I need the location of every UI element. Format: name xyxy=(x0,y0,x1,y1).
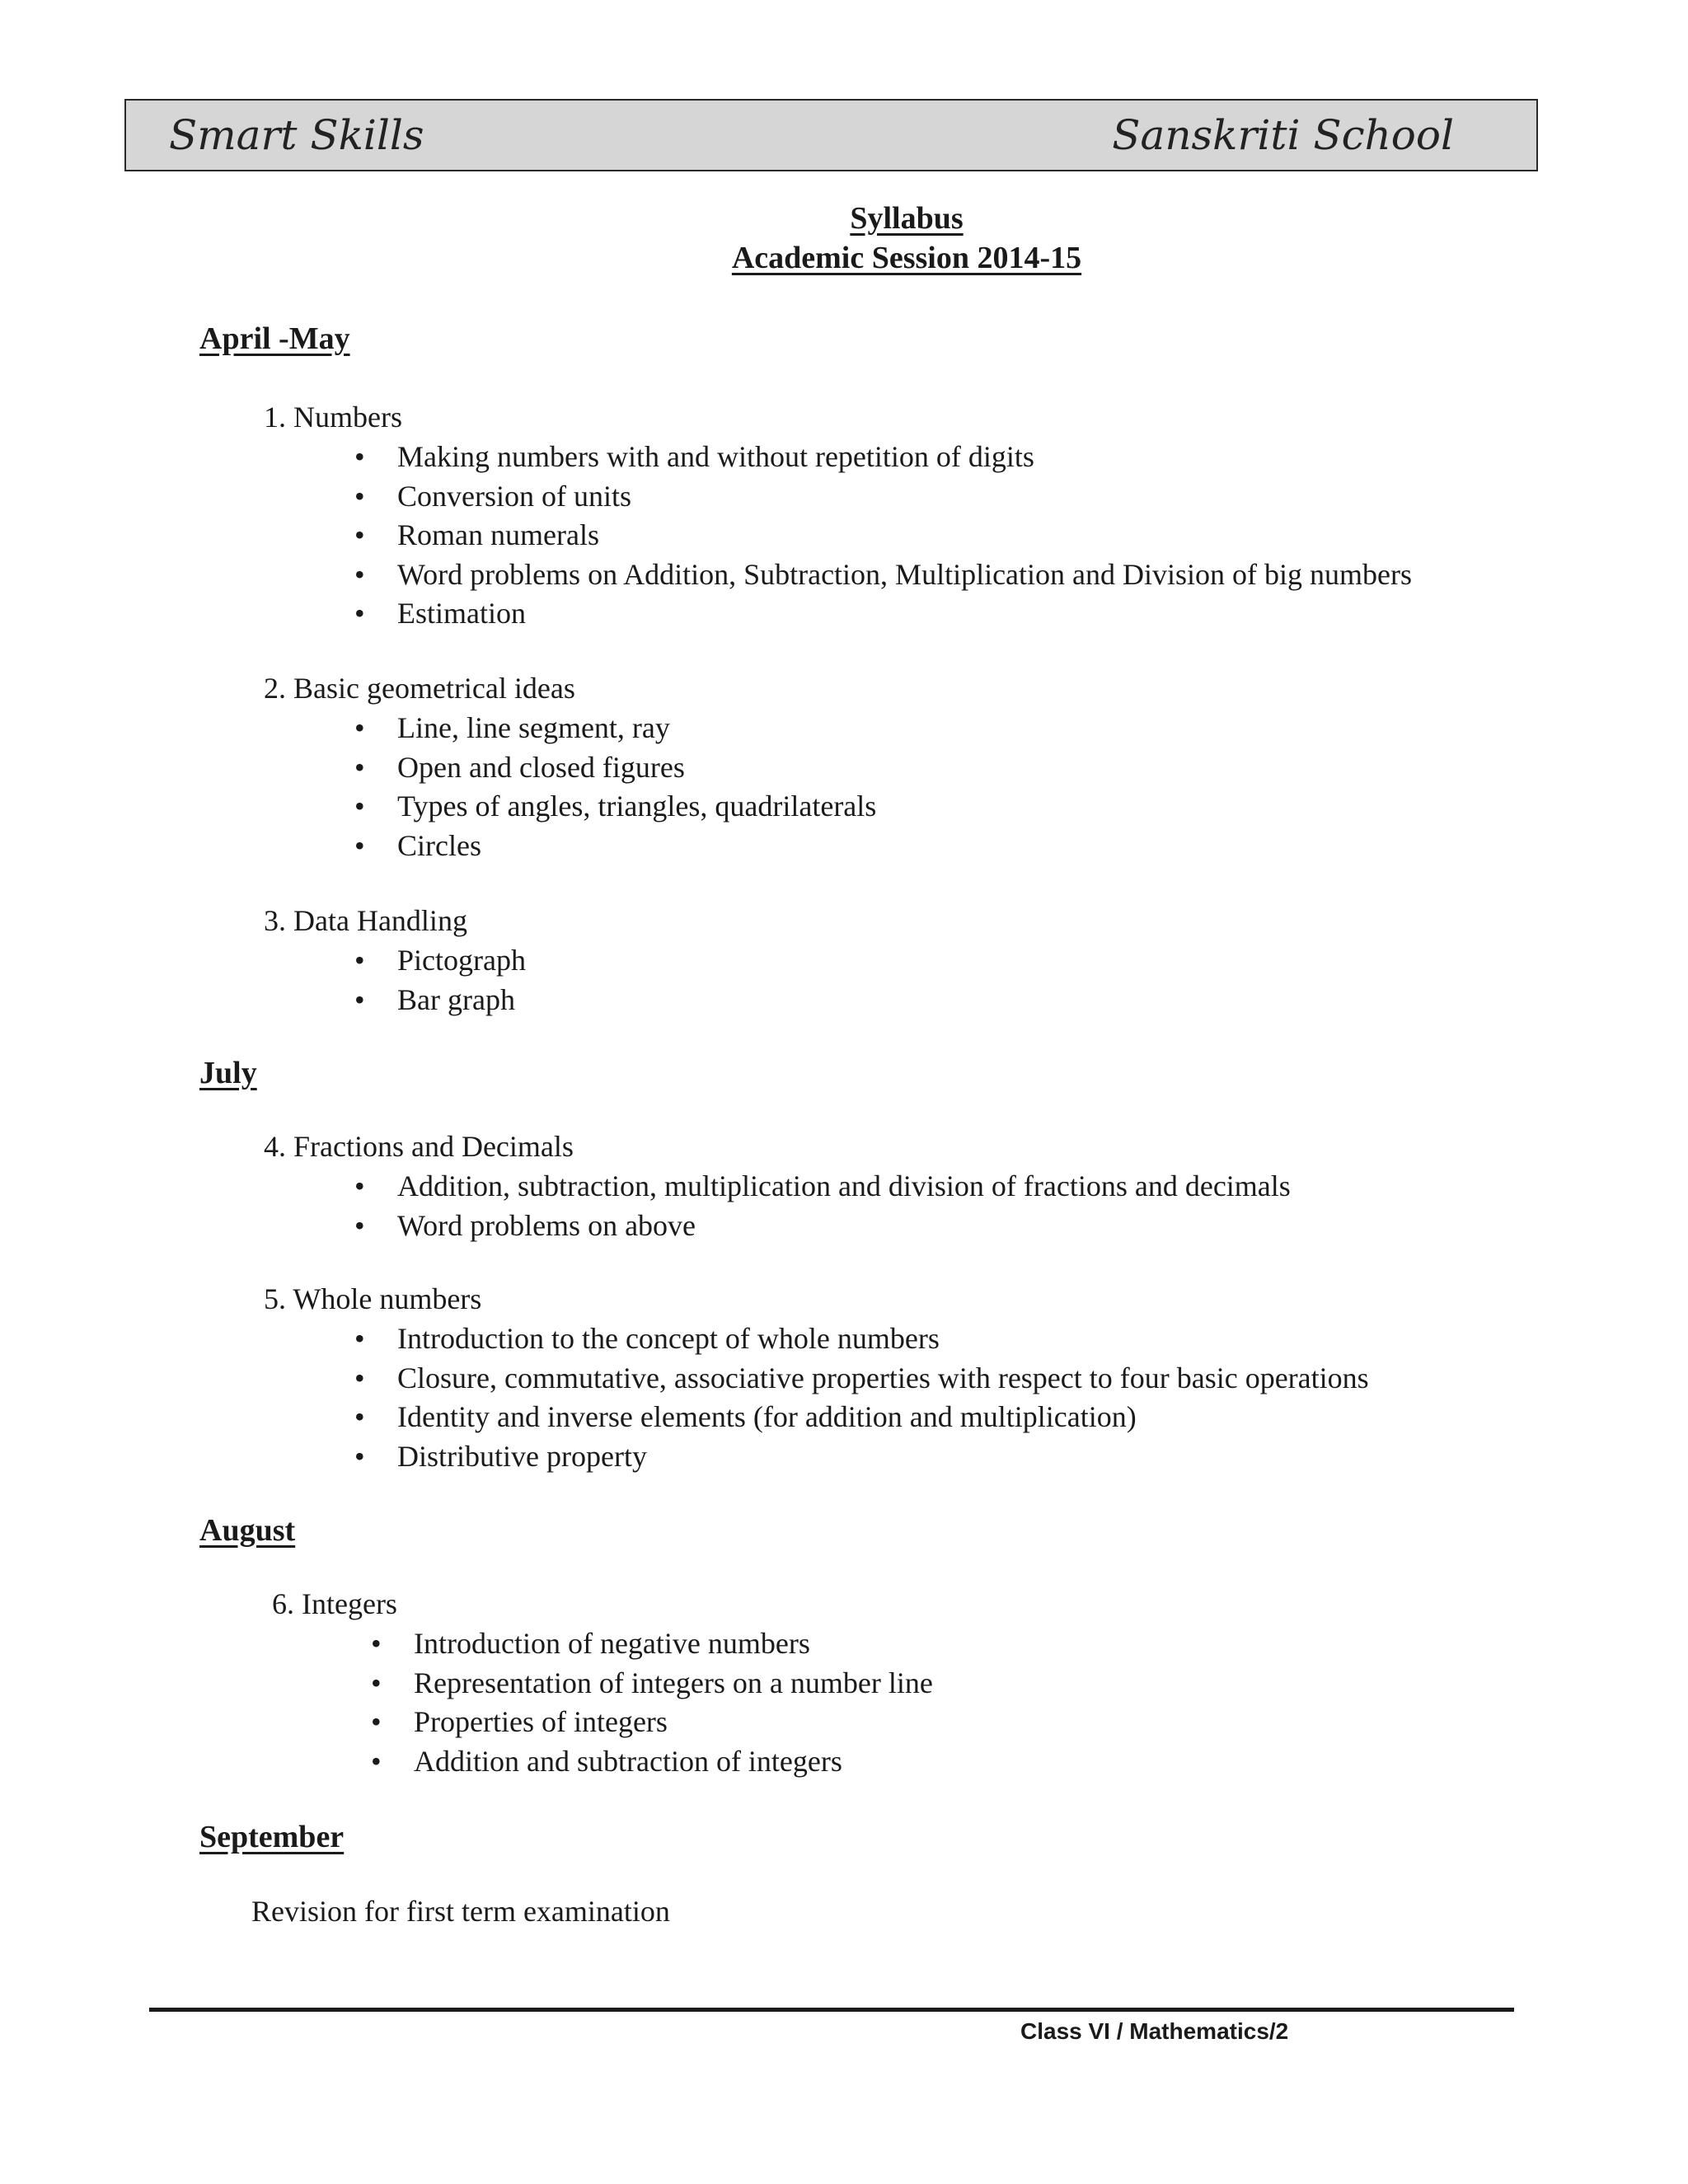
list-item: • Types of angles, triangles, quadrilaterals xyxy=(397,787,876,827)
list-item: • Properties of integers xyxy=(414,1703,933,1742)
list-item: • Conversion of units xyxy=(397,477,1412,517)
header-banner xyxy=(124,99,1538,171)
list-item: • Circles xyxy=(397,827,876,866)
bullet-list xyxy=(397,438,1412,634)
topic-name: Whole numbers xyxy=(293,1282,482,1315)
topic-name: Data Handling xyxy=(293,904,467,937)
topic-number: 6. xyxy=(272,1587,294,1620)
section-heading-august: August xyxy=(199,1513,296,1548)
topic-number: 4. xyxy=(264,1130,286,1163)
bullet-list xyxy=(397,709,876,865)
list-item: • Representation of integers on a number line xyxy=(414,1664,933,1704)
topic-name: Basic geometrical ideas xyxy=(293,672,575,705)
page-subtitle: Academic Session 2014-15 xyxy=(731,241,1082,275)
topic-name: Fractions and Decimals xyxy=(293,1130,574,1163)
section-heading-september: September xyxy=(199,1820,345,1854)
list-item: • Making numbers with and without repetition of digits xyxy=(397,438,1412,477)
section-heading-april-may: April -May xyxy=(199,321,350,356)
list-item: • Addition, subtraction, multiplication and division of fractions and decimals xyxy=(397,1167,1291,1207)
list-item: • Introduction to the concept of whole numbers xyxy=(397,1319,1369,1359)
section-heading-july: July xyxy=(199,1056,257,1090)
footer-page-label: Class VI / Mathematics/2 xyxy=(1020,2018,1289,2044)
bullet-list xyxy=(397,1319,1369,1476)
bullet-list xyxy=(414,1624,933,1781)
topic-number: 3. xyxy=(264,904,286,937)
list-item: • Addition and subtraction of integers xyxy=(414,1742,933,1782)
topic-number: 5. xyxy=(264,1282,286,1315)
list-item: • Roman numerals xyxy=(397,516,1412,555)
revision-note: Revision for first term examination xyxy=(251,1895,670,1928)
list-item: • Introduction of negative numbers xyxy=(414,1624,933,1664)
list-item: • Word problems on above xyxy=(397,1207,1291,1246)
header-right-title: Sanskriti School xyxy=(1112,111,1454,159)
topic-number: 1. xyxy=(264,401,286,434)
topic-heading xyxy=(272,1585,397,1623)
list-item: • Line, line segment, ray xyxy=(397,709,876,748)
topic-name: Numbers xyxy=(293,401,402,434)
list-item: • Pictograph xyxy=(397,941,526,981)
bullet-list xyxy=(397,1167,1291,1245)
bullet-list xyxy=(397,941,526,1019)
topic-heading xyxy=(264,902,467,940)
topic-heading xyxy=(264,669,575,707)
list-item: • Bar graph xyxy=(397,981,526,1020)
topic-heading xyxy=(264,1127,574,1165)
topic-number: 2. xyxy=(264,672,286,705)
page-title: Syllabus xyxy=(850,201,964,236)
header-left-title: Smart Skills xyxy=(169,111,424,159)
list-item: • Identity and inverse elements (for addition and multiplication) xyxy=(397,1398,1369,1437)
topic-name: Integers xyxy=(302,1587,397,1620)
list-item: • Word problems on Addition, Subtraction, Multiplication and Division of big numbers xyxy=(397,555,1412,595)
topic-heading xyxy=(264,1280,481,1318)
list-item: • Estimation xyxy=(397,594,1412,634)
topic-heading xyxy=(264,398,402,436)
footer-rule xyxy=(149,2008,1514,2012)
list-item: • Closure, commutative, associative properties with respect to four basic operations xyxy=(397,1359,1369,1399)
list-item: • Distributive property xyxy=(397,1437,1369,1477)
list-item: • Open and closed figures xyxy=(397,748,876,788)
